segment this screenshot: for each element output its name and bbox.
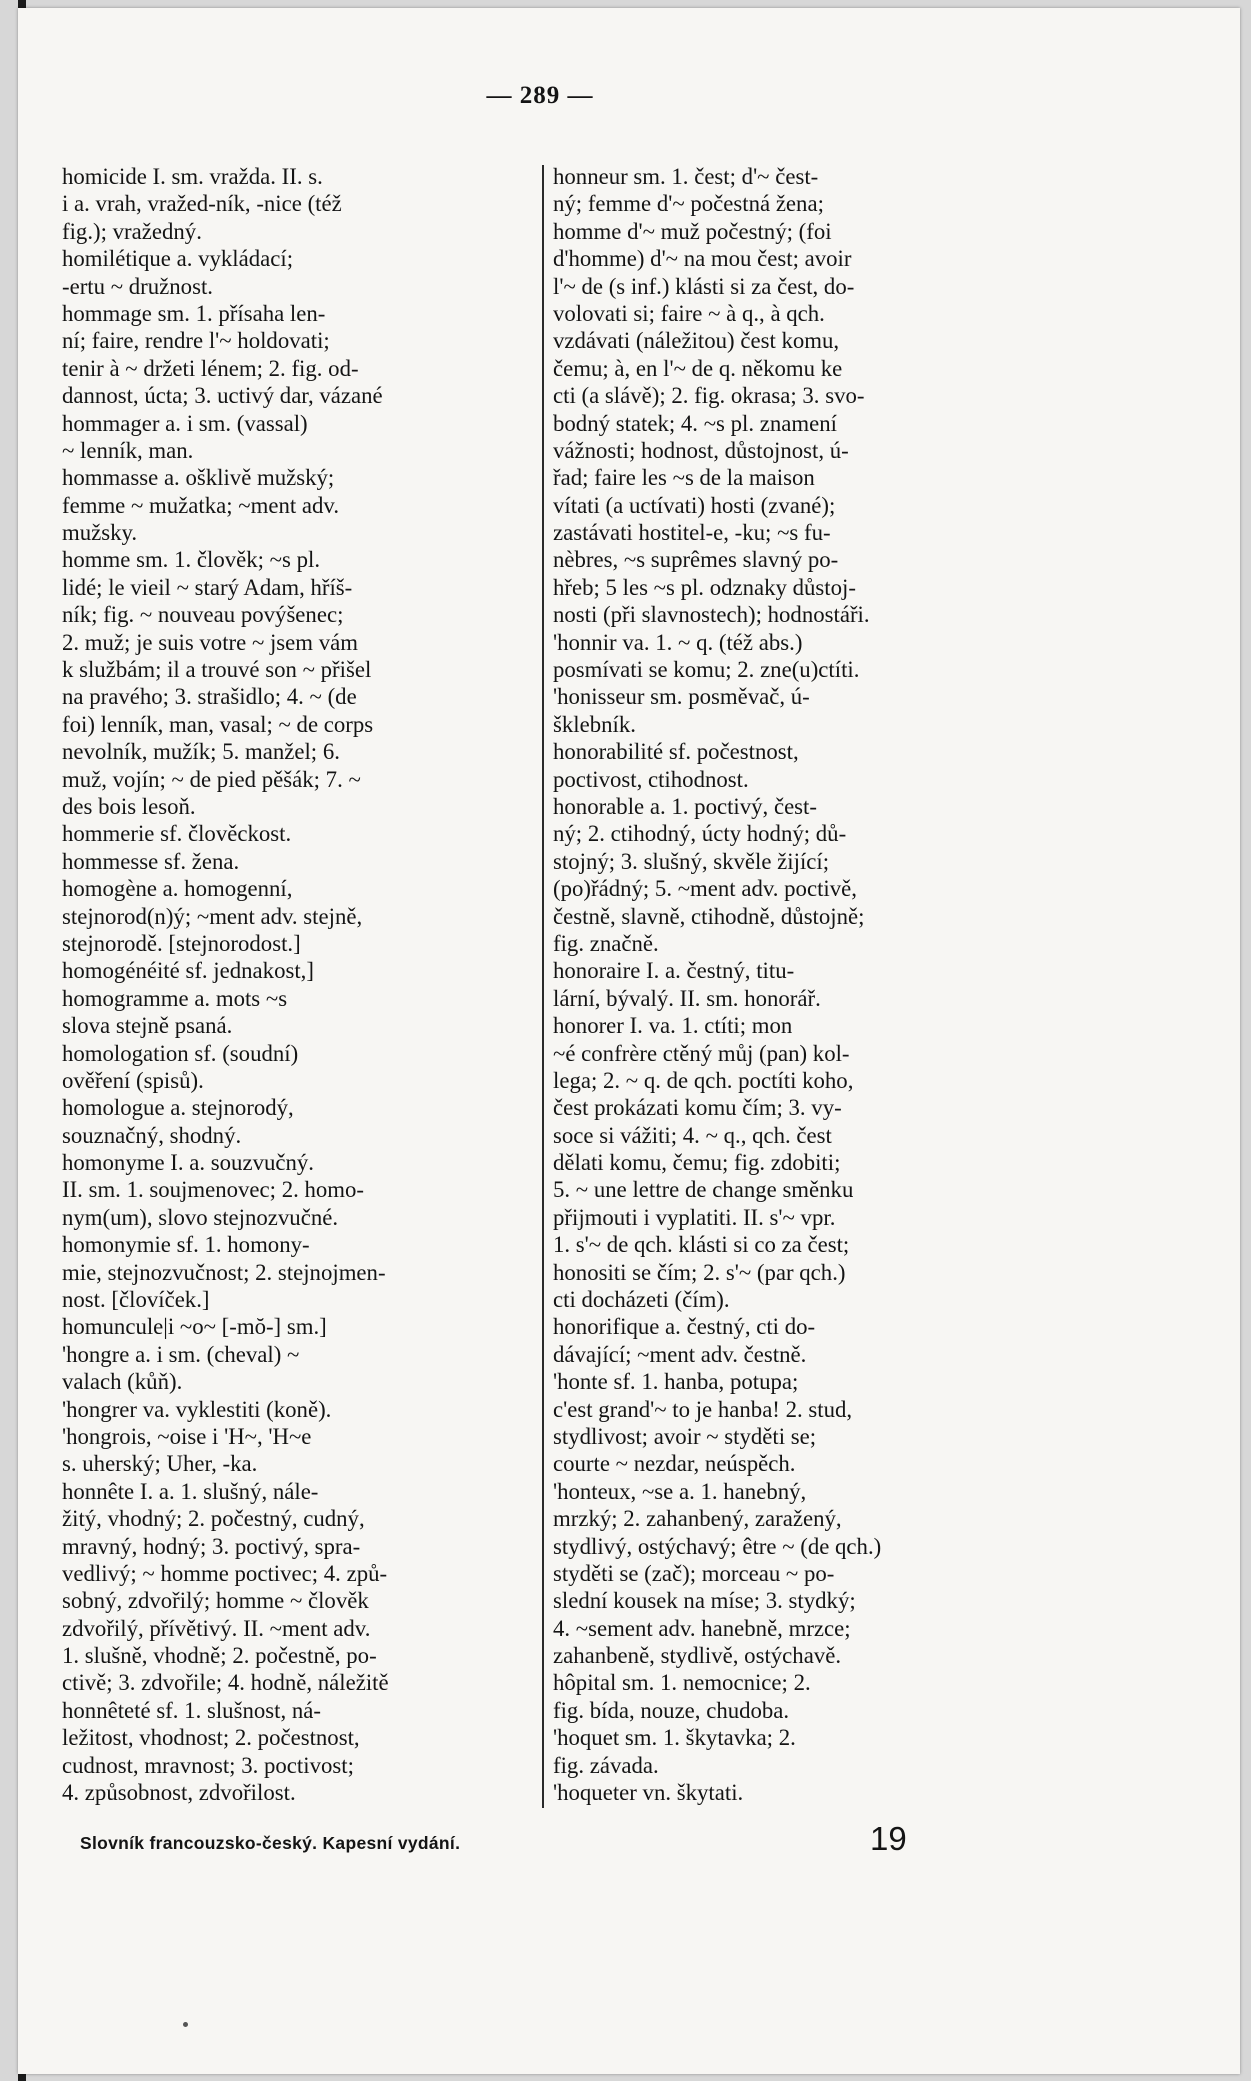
right-column-line: l'~ de (s inf.) klásti si za čest, do- <box>553 273 855 299</box>
left-column-line: des bois lesoň. <box>62 793 196 819</box>
right-column-line: slední kousek na míse; 3. stydký; <box>553 1588 856 1614</box>
left-column-line: hommasse a. ošklivě mužský; <box>62 465 335 491</box>
right-column-line: 'honteux, ~se a. 1. hanebný, <box>553 1478 807 1504</box>
left-column-line: žitý, vhodný; 2. počestný, cudný, <box>62 1506 365 1532</box>
left-column-line: homuncule|i ~o~ [-mŏ-] sm.] <box>62 1314 327 1340</box>
left-column-line: valach (kůň). <box>62 1369 183 1395</box>
right-column-line: vzdávati (náležitou) čest komu, <box>553 328 840 354</box>
right-column-line: lega; 2. ~ q. de qch. poctíti koho, <box>553 1067 854 1093</box>
left-column-line: homonyme I. a. souzvučný. <box>62 1150 314 1176</box>
signature-number: 19 <box>870 1820 907 1857</box>
left-column-line: s. uherský; Uher, -ka. <box>62 1451 258 1477</box>
left-column-line: homogramme a. mots ~s <box>62 985 288 1011</box>
left-column-line: hommesse sf. žena. <box>62 848 240 874</box>
left-column-line: hommage sm. 1. přísaha len- <box>62 300 326 326</box>
left-column-line: na pravého; 3. strašidlo; 4. ~ (de <box>62 684 357 710</box>
right-column-line: (po)řádný; 5. ~ment adv. poctivě, <box>553 876 857 902</box>
left-column-line: 'hongrer va. vyklestiti (koně). <box>62 1396 332 1422</box>
left-column-line: 'hongrois, ~oise i 'H~, 'H~e <box>62 1423 312 1449</box>
left-column-line: zdvořilý, přívětivý. II. ~ment adv. <box>62 1615 371 1641</box>
right-column-line: cti docházeti (čím). <box>553 1287 730 1313</box>
left-column-line: mužsky. <box>62 520 138 546</box>
right-column-line: homme d'~ muž počestný; (foi <box>553 218 832 244</box>
left-column-line: 1. slušně, vhodně; 2. počestně, po- <box>62 1643 377 1669</box>
right-column-line: poctivost, ctihodnost. <box>553 766 749 792</box>
left-column-line: stejnorodě. [stejnorodost.] <box>62 930 301 956</box>
left-column-line: homogénéité sf. jednakost,] <box>62 958 314 984</box>
left-column-line: stejnorod(n)ý; ~ment adv. stejně, <box>62 903 363 929</box>
right-column-line: honorifique a. čestný, cti do- <box>553 1314 816 1340</box>
left-column-line: ověření (spisů). <box>62 1067 204 1093</box>
right-column-line: 'hoquet sm. 1. škytavka; 2. <box>553 1725 796 1751</box>
right-column-line: stydlivý, ostýchavý; être ~ (de qch.) <box>553 1533 882 1559</box>
right-column-line: řad; faire les ~s de la maison <box>553 465 815 491</box>
left-column-line: honnêteté sf. 1. slušnost, ná- <box>62 1697 321 1723</box>
left-column-line: k službám; il a trouvé son ~ přišel <box>62 657 372 683</box>
left-column-line: foi) lenník, man, vasal; ~ de corps <box>62 711 374 737</box>
footer-title: Slovník francouzsko-český. Kapesní vydání. <box>80 1833 461 1853</box>
left-column <box>62 163 529 1806</box>
right-column-line: nosti (při slavnostech); hodnostáři. <box>553 602 870 628</box>
left-column-line: femme ~ mužatka; ~ment adv. <box>62 492 340 518</box>
left-column-line: 'hongre a. i sm. (cheval) ~ <box>62 1341 300 1367</box>
left-column-line: fig.); vražedný. <box>62 218 202 244</box>
left-column-line: -ertu ~ družnost. <box>62 273 213 299</box>
left-column-line: cudnost, mravnost; 3. poctivost; <box>62 1752 354 1778</box>
left-column-line: tenir à ~ držeti lénem; 2. fig. od- <box>62 355 359 381</box>
left-column-line: dannost, úcta; 3. uctivý dar, vázané <box>62 383 383 409</box>
right-column-line: honorer I. va. 1. ctíti; mon <box>553 1013 793 1039</box>
left-column-line: mie, stejnozvučnost; 2. stejnojmen- <box>62 1259 386 1285</box>
left-column-line: vedlivý; ~ homme poctivec; 4. způ- <box>62 1560 388 1586</box>
right-column-line: c'est grand'~ to je hanba! 2. stud, <box>553 1396 853 1422</box>
right-column <box>553 163 1033 1806</box>
left-column-line: hommager a. i sm. (vassal) <box>62 410 308 436</box>
right-column-line: 4. ~sement adv. hanebně, mrzce; <box>553 1615 851 1641</box>
right-column-line: 'honisseur sm. posměvač, ú- <box>553 684 810 710</box>
right-column-line: vítati (a uctívati) hosti (zvané); <box>553 492 836 518</box>
page-number: — 289 — <box>486 82 594 109</box>
right-column-line: honorabilité sf. počestnost, <box>553 739 799 765</box>
left-column-line: ník; fig. ~ nouveau povýšenec; <box>62 602 344 628</box>
right-column-line: 'honnir va. 1. ~ q. (též abs.) <box>553 629 803 655</box>
right-column-line: 'hoqueter vn. škytati. <box>553 1780 744 1806</box>
right-column-line: hôpital sm. 1. nemocnice; 2. <box>553 1670 811 1696</box>
left-column-line: homologation sf. (soudní) <box>62 1040 299 1066</box>
right-column-line: čemu; à, en l'~ de q. někomu ke <box>553 355 843 381</box>
right-column-line: čest prokázati komu čím; 3. vy- <box>553 1095 842 1121</box>
left-column-line: nost. [človíček.] <box>62 1287 210 1313</box>
left-column-line: homicide I. sm. vražda. II. s. <box>62 164 323 189</box>
left-column-line: ctivě; 3. zdvořile; 4. hodně, náležitě <box>62 1670 389 1696</box>
right-column-line: bodný statek; 4. ~s pl. znamení <box>553 410 837 436</box>
left-column-line: mravný, hodný; 3. poctivý, spra- <box>62 1533 361 1559</box>
right-column-line: courte ~ nezdar, neúspěch. <box>553 1451 796 1477</box>
right-column-line: vážnosti; hodnost, důstojnost, ú- <box>553 437 849 463</box>
left-column-line: 2. muž; je suis votre ~ jsem vám <box>62 629 358 655</box>
left-column-line: souznačný, shodný. <box>62 1122 242 1148</box>
right-column-line: stojný; 3. slušný, skvěle žijící; <box>553 848 830 874</box>
right-column-line: zastávati hostitel-e, -ku; ~s fu- <box>553 520 831 546</box>
right-column-line: dávající; ~ment adv. čestně. <box>553 1341 807 1367</box>
right-column-line: dělati komu, čemu; fig. zdobiti; <box>553 1150 841 1176</box>
left-column-line: nevolník, mužík; 5. manžel; 6. <box>62 739 340 765</box>
left-column-line: II. sm. 1. soujmenovec; 2. homo- <box>62 1177 365 1203</box>
left-column-line: sobný, zdvořilý; homme ~ člověk <box>62 1588 369 1614</box>
right-column-line: přijmouti i vyplatiti. II. s'~ vpr. <box>553 1204 836 1230</box>
right-column-line: ~é confrère ctěný můj (pan) kol- <box>553 1040 850 1066</box>
left-column-line: i a. vrah, vražed-ník, -nice (též <box>62 191 342 217</box>
left-column-line: ~ lenník, man. <box>62 437 194 463</box>
right-column-line: fig. závada. <box>553 1752 659 1778</box>
right-column-line: fig. značně. <box>553 930 659 956</box>
left-column-line: homme sm. 1. člověk; ~s pl. <box>62 547 321 573</box>
right-column-line: čestně, slavně, ctihodně, důstojně; <box>553 903 865 929</box>
left-column-line: lidé; le vieil ~ starý Adam, hříš- <box>62 574 353 600</box>
right-column-line: lární, bývalý. II. sm. honorář. <box>553 985 821 1011</box>
left-column-line: slova stejně psaná. <box>62 1013 233 1039</box>
right-column-line: soce si vážiti; 4. ~ q., qch. čest <box>553 1122 832 1148</box>
right-column-line: posmívati se komu; 2. zne(u)ctíti. <box>553 657 860 683</box>
paper-speck <box>183 2022 188 2027</box>
right-column-line: volovati si; faire ~ à q., à qch. <box>553 300 825 326</box>
left-column-line: homonymie sf. 1. homony- <box>62 1232 310 1258</box>
right-column-line: styděti se (zač); morceau ~ po- <box>553 1560 835 1586</box>
right-column-line: mrzký; 2. zahanbený, zaražený, <box>553 1506 842 1532</box>
right-column-line: 5. ~ une lettre de change směnku <box>553 1177 854 1203</box>
right-column-line: d'homme) d'~ na mou čest; avoir <box>553 246 852 272</box>
right-column-line: nèbres, ~s suprêmes slavný po- <box>553 547 839 573</box>
right-column-line: honorable a. 1. poctivý, čest- <box>553 793 817 819</box>
right-column-line: 1. s'~ de qch. klásti si co za čest; <box>553 1232 850 1258</box>
right-column-line: 'honte sf. 1. hanba, potupa; <box>553 1369 799 1395</box>
right-column-line: stydlivost; avoir ~ styděti se; <box>553 1423 817 1449</box>
left-column-line: 4. způsobnost, zdvořilost. <box>62 1780 296 1806</box>
right-column-line: ný; femme d'~ počestná žena; <box>553 191 824 217</box>
left-column-line: homilétique a. vykládací; <box>62 246 294 272</box>
right-column-line: šklebník. <box>553 711 636 737</box>
right-column-line: honositi se čím; 2. s'~ (par qch.) <box>553 1259 846 1285</box>
left-column-line: ležitost, vhodnost; 2. počestnost, <box>62 1725 360 1751</box>
right-column-line: cti (a slávě); 2. fig. okrasa; 3. svo- <box>553 383 865 409</box>
right-column-line: honoraire I. a. čestný, titu- <box>553 958 795 984</box>
column-divider <box>542 165 544 1808</box>
left-column-line: homologue a. stejnorodý, <box>62 1095 294 1121</box>
left-column-line: hommerie sf. člověckost. <box>62 821 292 847</box>
left-column-line: nym(um), slovo stejnozvučné. <box>62 1204 339 1230</box>
left-column-line: ní; faire, rendre l'~ holdovati; <box>62 328 330 354</box>
right-column-line: honneur sm. 1. čest; d'~ čest- <box>553 164 819 189</box>
left-column-line: honnête I. a. 1. slušný, nále- <box>62 1478 319 1504</box>
right-column-line: zahanbeně, stydlivě, ostýchavě. <box>553 1643 842 1669</box>
right-column-line: fig. bída, nouze, chudoba. <box>553 1697 790 1723</box>
right-column-line: hřeb; 5 les ~s pl. odznaky důstoj- <box>553 574 856 600</box>
left-column-line: homogène a. homogenní, <box>62 876 293 902</box>
right-column-line: ný; 2. ctihodný, úcty hodný; dů- <box>553 821 847 847</box>
left-column-line: muž, vojín; ~ de pied pěšák; 7. ~ <box>62 766 361 792</box>
